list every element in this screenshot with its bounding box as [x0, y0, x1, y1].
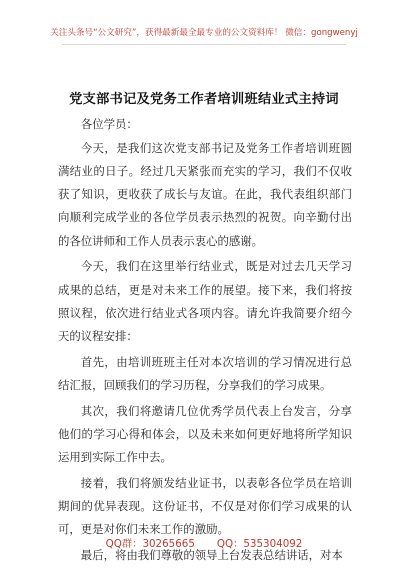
paragraph-agenda-intro: 今天，我们在这里举行结业式，既是对过去几天学习成果的总结，更是对未来工作的展望。接下来，我们将按照议程，依次进行结业式各项内容。请允许我简要介绍今天的议程安排： [58, 259, 352, 343]
footer-contact [0, 535, 408, 550]
header-divider [62, 44, 346, 45]
header-banner: 关注头条号“公文研究”，获得最新最全最专业的公文资料库！ 微信：gongwenyj [50, 28, 358, 38]
paragraph-final-item: 最后，将由我们尊敬的领导上台发表总结讲话，对本 [80, 548, 343, 563]
document-title: 党支部书记及党务工作者培训班结业式主持词 [69, 92, 339, 107]
paragraph-first-item: 首先，由培训班班主任对本次培训的学习情况进行总结汇报，回顾我们的学习历程，分享我们的学习成果。 [58, 354, 352, 392]
salutation: 各位学员： [80, 117, 138, 131]
footer-qq-number: QQ：535304092 [216, 538, 303, 550]
document-body [58, 113, 352, 570]
footer-qq-group: QQ群：30265665 [105, 538, 195, 550]
paragraph-opening: 今天，是我们这次党支部书记及党务工作者培训班圆满结业的日子。经过几天紧张而充实的学习，我们不仅收获了知识，更收获了成长与友谊。在此，我代表组织部门向顺利完成学业的各位学员表示热烈的祝贺。向辛勤付出的各位讲师和工作人员表示衷心的感谢。 [58, 140, 352, 248]
paragraph-third-item: 接着，我们将颁发结业证书，以表彰各位学员在培训期间的优异表现。这份证书，不仅是对你们学习成果的认可，更是对你们未来工作的激励。 [58, 475, 352, 537]
paragraph-second-item: 其次，我们将邀请几位优秀学员代表上台发言，分享他们的学习心得和体会，以及未来如何更好地将所学知识运用到实际工作中去。 [58, 403, 352, 465]
